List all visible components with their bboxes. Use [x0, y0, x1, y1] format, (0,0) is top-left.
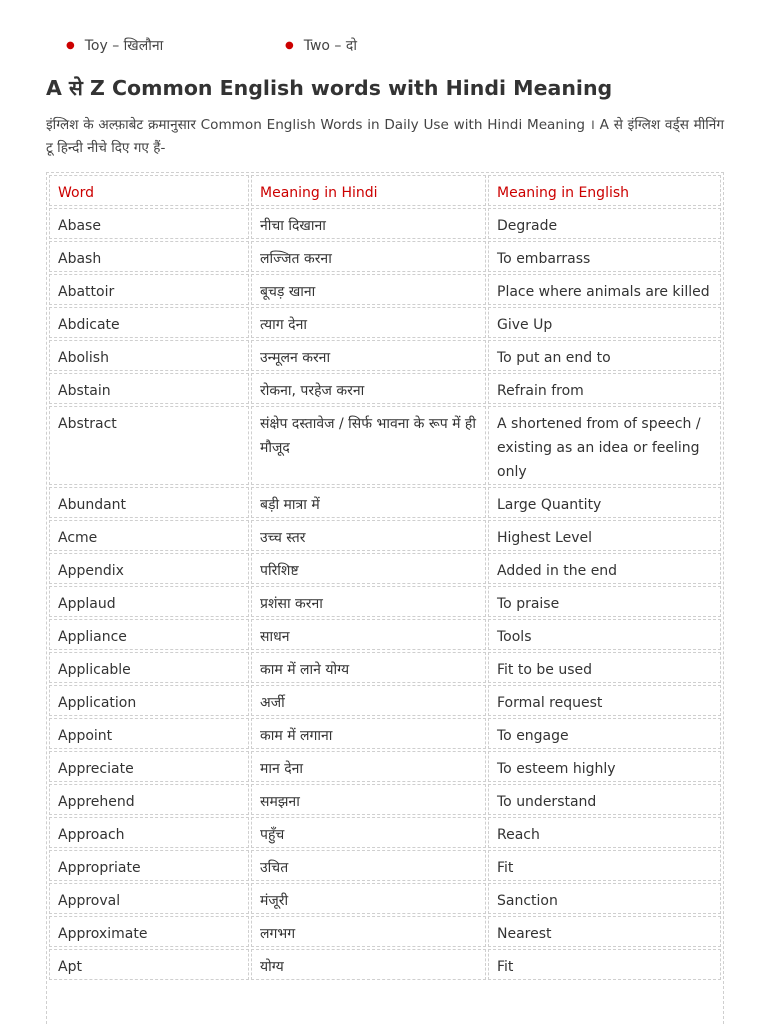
word-cell: Applaud [49, 586, 249, 617]
hindi-meaning-cell: बूचड़ खाना [251, 274, 486, 305]
english-meaning-cell: To engage [488, 718, 721, 749]
table-row [49, 751, 721, 782]
vocabulary-table-container [46, 172, 724, 1024]
hindi-meaning-cell: लगभग [251, 916, 486, 947]
english-meaning-cell: Fit [488, 850, 721, 881]
hindi-meaning-cell: अर्जी [251, 685, 486, 716]
english-meaning-cell: Reach [488, 817, 721, 848]
hindi-meaning-cell: मान देना [251, 751, 486, 782]
table-row [49, 718, 721, 749]
english-meaning-cell: To put an end to [488, 340, 721, 371]
top-bullet-list [66, 36, 726, 58]
table-row [49, 685, 721, 716]
column-header-hindi: Meaning in Hindi [251, 175, 486, 206]
english-meaning-cell: Highest Level [488, 520, 721, 551]
word-cell: Abstain [49, 373, 249, 404]
hindi-meaning-cell: मंजूरी [251, 883, 486, 914]
column-header-english: Meaning in English [488, 175, 721, 206]
table-row [49, 406, 721, 485]
english-meaning-cell: Formal request [488, 685, 721, 716]
word-cell: Abstract [49, 406, 249, 485]
hindi-meaning-cell: प्रशंसा करना [251, 586, 486, 617]
english-meaning-cell: To understand [488, 784, 721, 815]
section-heading: A से Z Common English words with Hindi Meaning [46, 76, 613, 100]
hindi-meaning-cell: परिशिष्ट [251, 553, 486, 584]
english-meaning-cell: Tools [488, 619, 721, 650]
hindi-meaning-cell: नीचा दिखाना [251, 208, 486, 239]
hindi-meaning-cell: योग्य [251, 949, 486, 980]
table-row [49, 520, 721, 551]
table-row [49, 784, 721, 815]
word-cell: Appropriate [49, 850, 249, 881]
bullet-item-text: Two – दो [303, 38, 357, 54]
table-row [49, 274, 721, 305]
table-header-row [49, 175, 721, 206]
word-cell: Approximate [49, 916, 249, 947]
word-cell: Approach [49, 817, 249, 848]
word-cell: Abolish [49, 340, 249, 371]
english-meaning-cell: Nearest [488, 916, 721, 947]
english-meaning-cell: Refrain from [488, 373, 721, 404]
word-cell: Abash [49, 241, 249, 272]
english-meaning-cell: Added in the end [488, 553, 721, 584]
hindi-meaning-cell: उन्मूलन करना [251, 340, 486, 371]
english-meaning-cell: Give Up [488, 307, 721, 338]
table-row [49, 373, 721, 404]
english-meaning-cell: Fit [488, 949, 721, 980]
word-cell: Apprehend [49, 784, 249, 815]
table-row [49, 652, 721, 683]
hindi-meaning-cell: त्याग देना [251, 307, 486, 338]
table-row [49, 208, 721, 239]
table-row [49, 487, 721, 518]
bullet-item-text: Toy – खिलौना [84, 38, 164, 54]
table-row [49, 916, 721, 947]
word-cell: Abundant [49, 487, 249, 518]
word-cell: Approval [49, 883, 249, 914]
english-meaning-cell: To praise [488, 586, 721, 617]
english-meaning-cell: Degrade [488, 208, 721, 239]
bullet-item [66, 36, 163, 55]
hindi-meaning-cell: पहुँच [251, 817, 486, 848]
word-cell: Abase [49, 208, 249, 239]
hindi-meaning-cell: काम में लगाना [251, 718, 486, 749]
table-body [49, 208, 721, 980]
bullet-dot-icon: ● [66, 40, 75, 51]
hindi-meaning-cell: लज्जित करना [251, 241, 486, 272]
english-meaning-cell: Large Quantity [488, 487, 721, 518]
english-meaning-cell: A shortened from of speech / existing as an idea or feeling only [488, 406, 721, 485]
word-cell: Appoint [49, 718, 249, 749]
table-row [49, 586, 721, 617]
hindi-meaning-cell: उच्च स्तर [251, 520, 486, 551]
table-row [49, 619, 721, 650]
vocabulary-table [47, 173, 723, 982]
bullet-item [285, 36, 357, 55]
word-cell: Abattoir [49, 274, 249, 305]
table-row [49, 817, 721, 848]
word-cell: Abdicate [49, 307, 249, 338]
english-meaning-cell: Fit to be used [488, 652, 721, 683]
table-row [49, 949, 721, 980]
word-cell: Apt [49, 949, 249, 980]
table-row [49, 850, 721, 881]
intro-paragraph: इंग्लिश के अल्फ़ाबेट क्रमानुसार Common English Words in Daily Use with Hindi Meaning । A से इंग्लिश वर्ड्स मीनिंग टू हिन्दी नीचे दिए गए हैं- [46, 117, 724, 156]
hindi-meaning-cell: उचित [251, 850, 486, 881]
word-cell: Acme [49, 520, 249, 551]
english-meaning-cell: Place where animals are killed [488, 274, 721, 305]
english-meaning-cell: To embarrass [488, 241, 721, 272]
hindi-meaning-cell: समझना [251, 784, 486, 815]
hindi-meaning-cell: काम में लाने योग्य [251, 652, 486, 683]
english-meaning-cell: To esteem highly [488, 751, 721, 782]
bullet-dot-icon: ● [285, 40, 294, 51]
word-cell: Application [49, 685, 249, 716]
word-cell: Appendix [49, 553, 249, 584]
table-row [49, 553, 721, 584]
hindi-meaning-cell: साधन [251, 619, 486, 650]
word-cell: Appreciate [49, 751, 249, 782]
table-row [49, 241, 721, 272]
table-row [49, 307, 721, 338]
hindi-meaning-cell: संक्षेप दस्तावेज / सिर्फ भावना के रूप में ही मौजूद [251, 406, 486, 485]
word-cell: Applicable [49, 652, 249, 683]
english-meaning-cell: Sanction [488, 883, 721, 914]
table-row [49, 340, 721, 371]
hindi-meaning-cell: बड़ी मात्रा में [251, 487, 486, 518]
column-header-word: Word [49, 175, 249, 206]
hindi-meaning-cell: रोकना, परहेज करना [251, 373, 486, 404]
table-row [49, 883, 721, 914]
word-cell: Appliance [49, 619, 249, 650]
